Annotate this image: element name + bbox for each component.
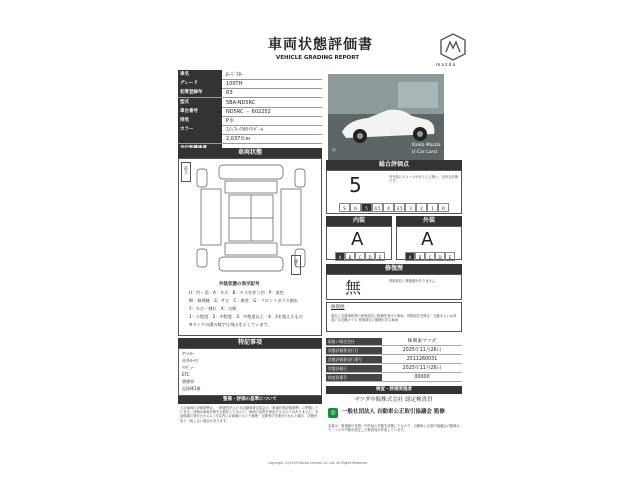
special-note-line: 社外ｶｰﾅﾋﾞ bbox=[182, 358, 200, 363]
special-note-line: ｽﾏｰﾄｷｰ bbox=[182, 351, 194, 356]
certifier-row bbox=[326, 347, 462, 355]
front-label: 前方 bbox=[184, 166, 189, 174]
scale-cell: A bbox=[335, 252, 345, 261]
footer-note: 本書は、修復歴の有無・内外装の状態を評価したもので、自動車公正取引協議会の監修の下、マツダ中販が認定した検査員が作成しています。 bbox=[328, 424, 460, 433]
scale-cell: S bbox=[339, 203, 350, 212]
exterior-scale bbox=[405, 252, 455, 261]
car-diagram-icon bbox=[179, 159, 323, 281]
spec-label bbox=[178, 134, 222, 143]
overall-box bbox=[326, 170, 462, 214]
repair-note-box bbox=[326, 302, 462, 332]
scale-cell: 3.5 bbox=[394, 203, 405, 212]
rear-label: 後方 bbox=[294, 259, 299, 267]
grading-report-sheet bbox=[168, 28, 474, 472]
scale-cell: E bbox=[445, 252, 455, 261]
legend-title: 外装状態の表示記号 bbox=[219, 282, 260, 287]
exterior-box bbox=[396, 226, 462, 260]
vehicle-diagram-box bbox=[178, 158, 322, 336]
interior-box bbox=[326, 226, 392, 260]
spec-label: 型式 bbox=[178, 98, 222, 107]
certifier-row bbox=[326, 374, 462, 382]
repair-desc: 骨格部位に修復歴がありません。 bbox=[389, 279, 439, 283]
certifier-row bbox=[326, 356, 462, 364]
inspector-label: マツダ中販株式会社 認定検査員 bbox=[354, 397, 433, 403]
spec-value: P水 bbox=[226, 118, 235, 124]
certifier-value: 2511260031 bbox=[406, 357, 438, 362]
scale-cell: R bbox=[438, 203, 449, 212]
special-note-line: 禁煙車 bbox=[182, 379, 194, 384]
vehicle-state-header: 車両状態 bbox=[178, 148, 322, 158]
certifier-value: 株関東マツダ bbox=[407, 339, 437, 344]
report-subtitle: VEHICLE GRADING REPORT bbox=[276, 55, 359, 61]
scale-cell: 6 bbox=[350, 203, 361, 212]
scale-cell: 4.5 bbox=[372, 203, 383, 212]
spec-label: カラー bbox=[178, 125, 222, 134]
report-title: 車両状態評価書 bbox=[268, 37, 373, 53]
special-notes-header: 特記事項 bbox=[178, 338, 322, 348]
spec-value: ND5RC － 602252 bbox=[226, 108, 271, 115]
exterior-header: 外装 bbox=[396, 216, 462, 226]
vehicle-photo bbox=[328, 74, 444, 160]
scale-cell: 4 bbox=[383, 203, 394, 212]
special-note-line: ﾘｱﾋﾞｭｰ bbox=[182, 365, 194, 370]
special-note-line: 記録簿1冊 bbox=[182, 386, 201, 391]
scale-cell: 1 bbox=[427, 203, 438, 212]
photo-logo-icon: ◇ bbox=[332, 147, 336, 153]
spec-label: 排気 bbox=[178, 116, 222, 125]
scale-cell: D bbox=[435, 252, 445, 261]
scale-cell: E bbox=[375, 252, 385, 261]
repair-box bbox=[326, 274, 462, 300]
photo-caption-1: Kaido Mazda bbox=[412, 143, 441, 148]
certifier-row bbox=[326, 338, 462, 346]
spec-value: 2,037Ｋｍ bbox=[226, 136, 251, 143]
interior-scale bbox=[335, 252, 385, 261]
overall-score: 5 bbox=[349, 173, 362, 197]
exterior-grade: A bbox=[421, 229, 434, 250]
aftc-logo-icon: ◎ bbox=[328, 408, 338, 418]
legend-line: W：修理跡 S：サビ C：腐食 G：フロントガラス割れ bbox=[189, 298, 299, 303]
spec-label: 車名 bbox=[178, 70, 222, 79]
special-notes-box bbox=[178, 348, 322, 396]
overall-header: 総合評価点 bbox=[326, 160, 462, 170]
spec-label: 車台番号 bbox=[178, 107, 222, 116]
overall-desc: 内外装にダメージがほとんど無い、良好な状態です。 bbox=[389, 175, 459, 184]
spec-value: R3 bbox=[226, 90, 233, 97]
brand-name: mazda bbox=[436, 63, 457, 68]
certifier-row bbox=[326, 365, 462, 373]
certifier-label: 状態評価日 bbox=[326, 365, 382, 372]
mazda-logo-icon bbox=[438, 32, 468, 62]
certifier-label: 状態評価書発行日 bbox=[326, 347, 382, 354]
basis-text: 上記車両の評価基準は、一般財団法人日本自動車査定協会の「車両状態評価基準」に準拠しています。評価は車両状態を点数化したもので、車両の品質を保証するものではありません。本証明書の発行日から1ヶ月以内にお客様のもとで修理・交換等の作業が行われた場合、評価内容と一致しない場合があります。 bbox=[180, 406, 319, 423]
spec-label: 初度登録年 bbox=[178, 88, 222, 97]
scale-cell: C bbox=[425, 252, 435, 261]
repair-note-text: 過去に交通事故等の骨格部位に損傷を受けた車両、骨格部位を修正・交換あるいは部品ﾊﾟﾈﾙ交換のうち 骨格部位に損傷がある車両 bbox=[331, 314, 457, 323]
certifier-value: 2025年11月26日 bbox=[402, 348, 442, 353]
special-note-line: ETC bbox=[182, 372, 190, 377]
repair-note-header: 修復歴 bbox=[331, 305, 345, 310]
certifier-label: 取扱い販売会社 bbox=[326, 338, 382, 345]
scale-cell: 5 bbox=[361, 203, 372, 212]
repair-header: 修復歴 bbox=[326, 264, 462, 274]
certifier-value: 2025年11月26日 bbox=[402, 366, 442, 371]
legend-line: U：凹・歪 A：キズ B：キズを伴う凹 P：塗色 bbox=[189, 290, 284, 295]
certifier-label: 状態評価書発行番号 bbox=[326, 356, 382, 363]
spec-value: 100TH bbox=[226, 81, 243, 88]
legend-line: Y：ひび・割れ X：交換 bbox=[189, 306, 237, 311]
spec-label: グレード bbox=[178, 79, 222, 88]
basis-header: 整備・評価の基準について bbox=[178, 396, 322, 404]
spec-value: ﾛｰﾄﾞｽﾀｰ bbox=[226, 72, 244, 78]
overall-scale bbox=[339, 203, 449, 212]
scale-cell: 3 bbox=[405, 203, 416, 212]
supervisor-label: 一般社団法人 自動車公正取引協議会 監修 bbox=[342, 409, 445, 415]
spec-value: ｽﾉｰﾌﾚｲｸﾎﾜｲﾄﾊﾟｰﾙ bbox=[226, 127, 264, 134]
interior-grade: A bbox=[351, 229, 364, 250]
photo-caption-2: U-Car Land bbox=[412, 150, 438, 155]
certifier-value: 00000 bbox=[414, 375, 430, 380]
scale-cell: D bbox=[365, 252, 375, 261]
legend-line: 1：小程度 2：中程度 3：中程度以上 4：3を超えるもの bbox=[189, 314, 303, 319]
legend-line: ※タイヤの溝の数字は残山を示しています。 bbox=[189, 322, 272, 327]
certifier-label: 検査員番号 bbox=[326, 374, 382, 381]
scale-cell: C bbox=[355, 252, 365, 261]
eval-header: 検査・評価実施者 bbox=[326, 386, 462, 394]
scale-cell: 2 bbox=[416, 203, 427, 212]
copyright: Copyright (C)2019 Mazda Chuhan Co. Ltd. All Rights Reserved bbox=[268, 461, 368, 465]
scale-cell: B bbox=[345, 252, 355, 261]
interior-header: 内装 bbox=[326, 216, 392, 226]
scale-cell: A bbox=[405, 252, 415, 261]
repair-value: 無 bbox=[345, 278, 362, 297]
scale-cell: B bbox=[415, 252, 425, 261]
spec-value: 5BA-ND5RC bbox=[226, 99, 256, 106]
